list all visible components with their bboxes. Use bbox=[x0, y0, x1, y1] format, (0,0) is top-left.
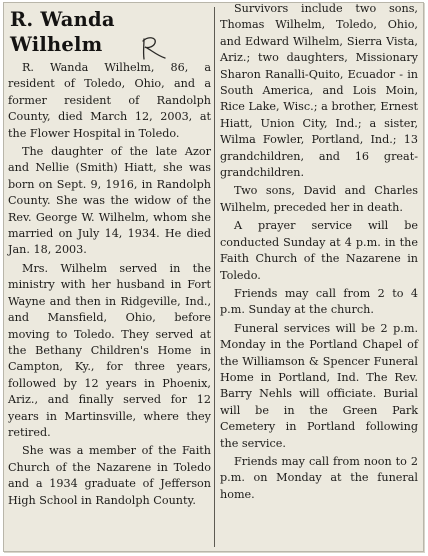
paragraph-ministry: Mrs. Wilhelm served in the ministry with her husband in Fort Wayne and then in Ridgeville, Ind., and Mansfield, Ohio, before moving to Toledo. They served at the Bethany Children's Home in Campton, Ky., for three years, followed by 12 years in Phoenix, Ariz., and finally served for 12 years in Martinsville, where they retired. bbox=[8, 261, 211, 439]
paragraph-visitation-monday: Friends may call from noon to 2 p.m. on Monday at the funeral home. bbox=[220, 454, 418, 501]
column-divider bbox=[214, 7, 215, 547]
paragraph-prayer-service: A prayer service will be conducted Sunday at 4 p.m. in the Faith Church of the Nazarene in Toledo. bbox=[220, 219, 418, 282]
headline-line-1: R. Wanda bbox=[10, 8, 115, 31]
paragraph-funeral-services: Funeral services will be 2 p.m. Monday in the Portland Chapel of the Williamson & Spencer Funeral Home in Portland, Ind. The Rev. Barry Nehls will officiate. Burial will be in the Green Park Cemetery in Portland following the service. bbox=[220, 321, 418, 450]
right-column bbox=[220, 3, 418, 503]
paragraph-family: The daughter of the late Azor and Nellie (Smith) Hiatt, she was born on Sept. 9, 1916, in Randolph County. She was the widow of the Rev. George W. Wilhelm, whom she married on July 14, 1934. He died Jan. 18, 2003. bbox=[8, 145, 211, 257]
paragraph-intro: R. Wanda Wilhelm, 86, a resident of Toledo, Ohio, and a former resident of Randolph County, died March 12, 2003, at the Flower Hospital in Toledo. bbox=[8, 61, 211, 140]
obituary-headline bbox=[10, 7, 211, 57]
paragraph-church: She was a member of the Faith Church of the Nazarene in Toledo and a 1934 graduate of Jefferson High School in Randolph County. bbox=[8, 444, 211, 507]
obituary-clipping bbox=[3, 2, 424, 552]
handwritten-r-mark bbox=[138, 35, 168, 61]
paragraph-survivors: Survivors include two sons, Thomas Wilhelm, Toledo, Ohio, and Edward Wilhelm, Sierra Vista, Ariz.; two daughters, Missionary Sharon Ranalli-Quito, Ecuador - in South America, and Lois Moin, Rice Lake, Wisc.; a brother, Ernest Hiatt, Union City, Ind.; a sister, Wilma Fowler, Portland, Ind.; 13 grandchildren, and 16 great-grandchildren. bbox=[220, 2, 418, 180]
paragraph-visitation-sunday: Friends may call from 2 to 4 p.m. Sunday at the church. bbox=[220, 286, 418, 317]
paragraph-preceded: Two sons, David and Charles Wilhelm, preceded her in death. bbox=[220, 184, 418, 214]
headline-line-2: Wilhelm bbox=[10, 33, 103, 56]
left-column bbox=[8, 3, 211, 509]
